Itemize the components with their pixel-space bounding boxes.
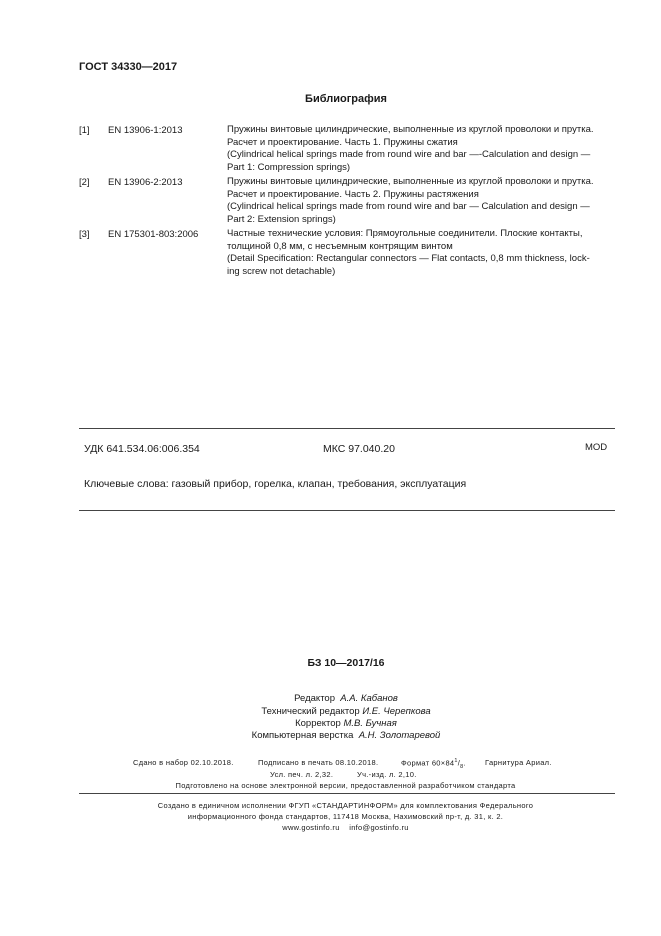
bib-entry-number: [2] — [79, 177, 90, 188]
bib-entry-text: Частные технические условия: Прямоугольные соединители. Плоские контакты, толщиной 0,8 мм, с несъемным контрящим винтом (Detail Specification: Rectangular connectors — Flat contacts, 0,8 mm thickness, lock- ing screw not detachable) — [227, 228, 590, 278]
divider-line — [79, 510, 615, 511]
document-code: ГОСТ 34330—2017 — [79, 61, 178, 73]
bib-entry-text: Пружины винтовые цилиндрические, выполненные из круглой проволоки и прутка. Расчет и проектирование. Часть 1. Пружины сжатия (Cylindrical helical springs made from round wire and bar —-Calculation and design — Part 1: Compression springs) — [227, 124, 594, 174]
bib-entry-standard: EN 13906-1:2013 — [108, 125, 183, 136]
publication-signed: Подписано в печать 08.10.2018. — [258, 758, 379, 767]
bib-entry-text: Пружины винтовые цилиндрические, выполненные из круглой проволоки и прутка. Расчет и проектирование. Часть 2. Пружины растяжения (Cylindrical helical springs made from round wire and bar — Calculation and design — Part 2: Extension springs) — [227, 176, 594, 226]
print-sheets: Усл. печ. л. 2,32. — [270, 770, 334, 779]
publication-sheets: Уч.-изд. л. 2,10. — [357, 770, 417, 779]
email-link[interactable]: info@gostinfo.ru — [349, 823, 409, 832]
bib-entry-standard: EN 175301-803:2006 — [108, 229, 199, 240]
bz-code: БЗ 10—2017/16 — [307, 657, 385, 669]
divider-line — [79, 428, 615, 429]
bib-entry-number: [1] — [79, 125, 90, 136]
bibliography-title: Библиография — [305, 93, 387, 105]
staff-layout: Компьютерная верстка А.Н. Золотаревой — [251, 730, 441, 741]
footer-contacts — [15, 823, 661, 832]
staff-corrector: Корректор М.В. Бучная — [295, 718, 397, 729]
staff-editor: Редактор А.А. Кабанов — [294, 693, 398, 704]
mks-code: МКС 97.040.20 — [323, 443, 395, 455]
divider-line — [79, 793, 615, 794]
footer-line-1: Создано в единичном исполнении ФГУП «СТАНДАРТИНФОРМ» для комплектования Федерального — [157, 801, 534, 810]
publication-font: Гарнитура Ариал. — [485, 758, 552, 767]
udk-code: УДК 641.534.06:006.354 — [84, 443, 200, 455]
keywords: Ключевые слова: газовый прибор, горелка, клапан, требования, эксплуатация — [84, 478, 467, 490]
bib-entry-standard: EN 13906-2:2013 — [108, 177, 183, 188]
footer-line-2: информационного фонда стандартов, 117418 Москва, Нахимовский пр-т, д. 31, к. 2. — [187, 812, 504, 821]
staff-tech-editor: Технический редактор И.Е. Черепкова — [261, 706, 431, 717]
bib-entry-number: [3] — [79, 229, 90, 240]
prepared-note: Подготовлено на основе электронной версии, предоставленной разработчиком стандарта — [175, 781, 516, 790]
website-link[interactable]: www.gostinfo.ru — [282, 823, 340, 832]
publication-format: Формат $60\times 84^1/_8$. — [401, 758, 466, 770]
mod-label: MOD — [585, 442, 608, 453]
publication-sent: Сдано в набор 02.10.2018. — [133, 758, 234, 767]
